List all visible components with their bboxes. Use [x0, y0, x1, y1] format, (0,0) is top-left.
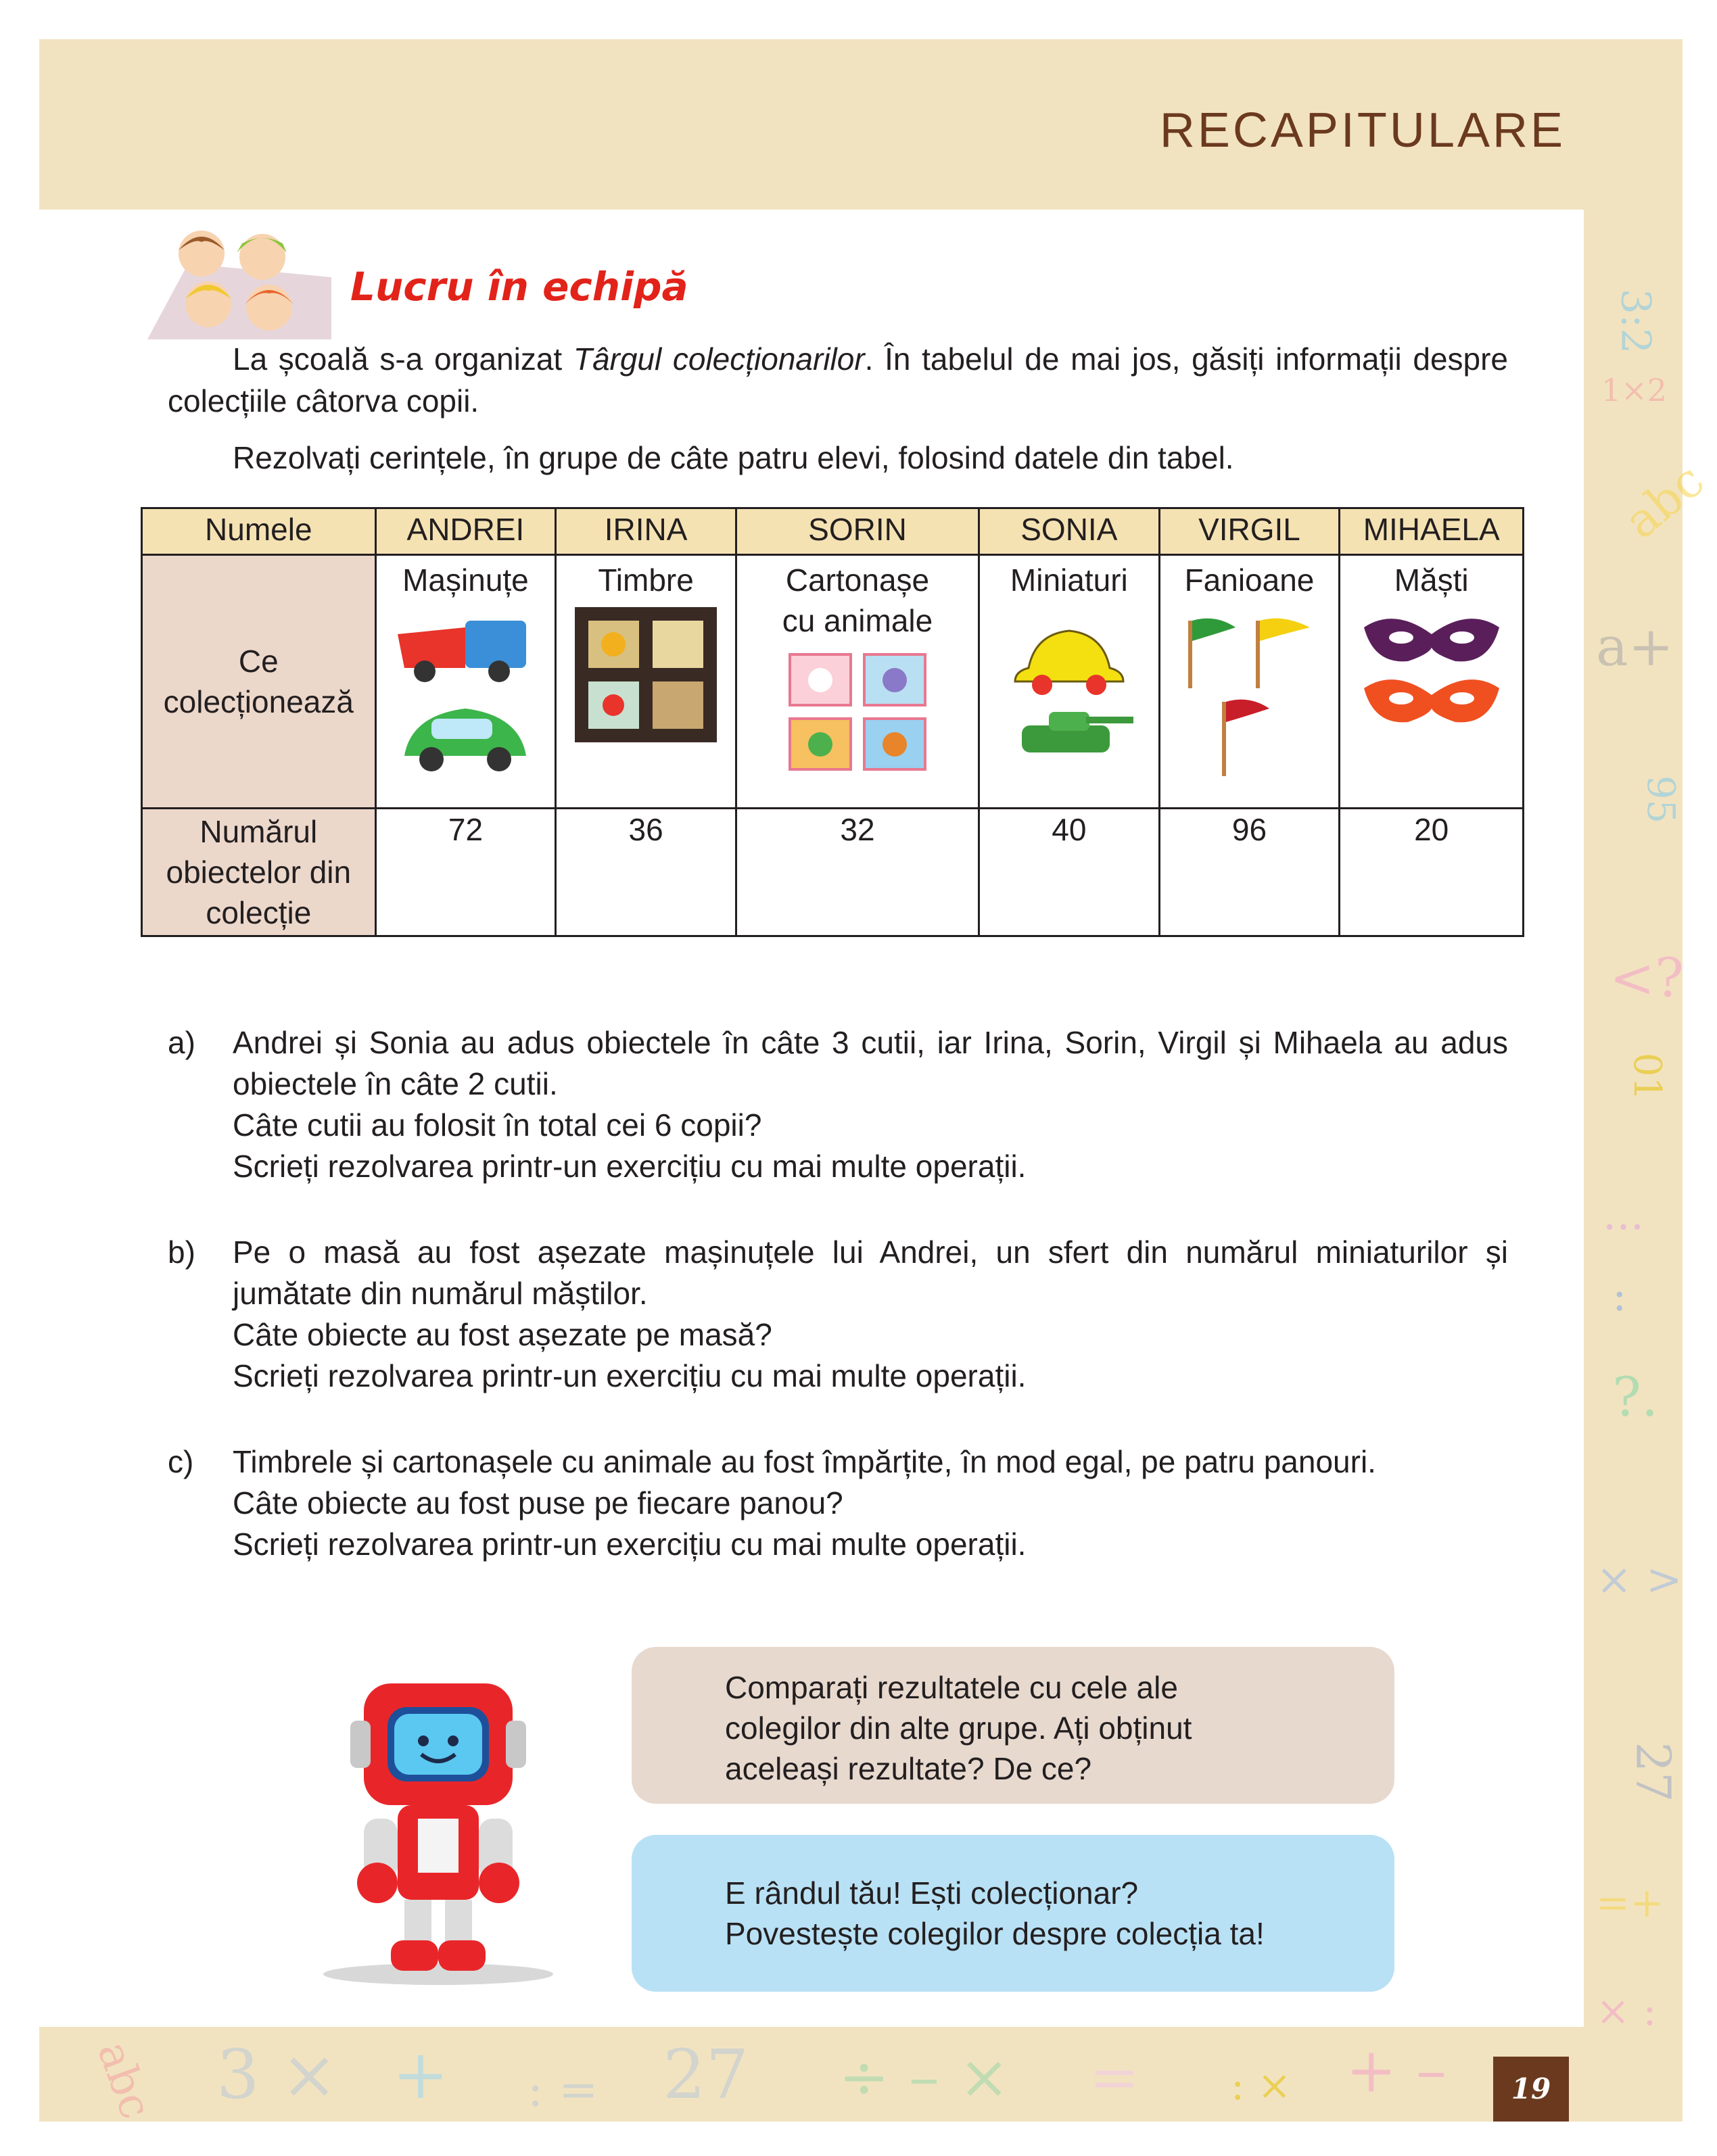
items-label-cell: [142, 555, 376, 809]
item-label: Miniaturi: [1010, 562, 1128, 598]
name-cell: IRINA: [556, 508, 736, 555]
table-items-row: [142, 555, 1524, 809]
count-cell: 72: [375, 809, 556, 936]
name-cell: VIRGIL: [1159, 508, 1340, 555]
exercise-line: Câte obiecte au fost puse pe fiecare panou?: [233, 1485, 843, 1520]
exercise-line: Timbrele și cartonașele cu animale au fost împărțite, în mod egal, pe patru panouri.: [233, 1444, 1376, 1479]
compare-results-box: [632, 1647, 1394, 1804]
toy-cars-icon: [391, 607, 540, 783]
robot-mascot-illustration: [323, 1683, 567, 1988]
exercise-mark: a): [168, 1025, 195, 1060]
count-cell: 96: [1159, 809, 1340, 936]
section-title: RECAPITULARE: [1159, 103, 1566, 158]
exercise-line: Câte cutii au folosit în total cei 6 copii?: [233, 1107, 762, 1143]
count-cell: 32: [736, 809, 979, 936]
instructions-text: Rezolvați cerințele, în grupe de câte patru elevi, folosind datele din tabel.: [233, 440, 1234, 475]
label-line: Numărul: [199, 814, 318, 849]
item-cell: [736, 555, 979, 809]
fair-name: Târgul colecționarilor: [573, 341, 865, 377]
compare-line: aceleași rezultate? De ce?: [725, 1751, 1092, 1786]
exercise-mark: c): [168, 1444, 194, 1479]
pennants-icon: [1175, 607, 1323, 783]
name-cell: SONIA: [979, 508, 1160, 555]
name-cell: SORIN: [736, 508, 979, 555]
masks-icon: [1361, 607, 1503, 729]
collections-table: [141, 507, 1524, 937]
item-label: Cartonașe: [785, 562, 930, 598]
item-cell: [556, 555, 736, 809]
page-number: 19: [1493, 2057, 1569, 2122]
exercise-c: [168, 1441, 1508, 1565]
exercise-b: [168, 1232, 1508, 1397]
count-cell: 40: [979, 809, 1160, 936]
header-label-cell: Numele: [142, 508, 376, 555]
exercise-line: Scrieți rezolvarea printr-un exercițiu cu mai multe operații.: [233, 1527, 1027, 1562]
compare-line: Comparați rezultatele cu cele ale: [725, 1670, 1178, 1705]
exercise-line: Scrieți rezolvarea printr-un exercițiu cu mai multe operații.: [233, 1358, 1027, 1393]
exercise-mark: b): [168, 1235, 195, 1270]
your-turn-line: Povestește colegilor despre colecția ta!: [725, 1916, 1265, 1951]
exercise-line: Andrei și Sonia au adus obiectele în câte 3 cutii, iar Irina, Sorin, Virgil și Mihaela au adus obiectele în câte 2 cutii.: [233, 1025, 1508, 1101]
table-count-row: [142, 809, 1524, 936]
intro-paragraph-2: [168, 437, 1508, 479]
label-line: colecție: [206, 895, 312, 930]
item-cell: [1340, 555, 1524, 809]
count-cell: 20: [1340, 809, 1524, 936]
exercise-a: [168, 1022, 1508, 1187]
item-cell: [979, 555, 1160, 809]
intro-paragraph-1: [168, 338, 1508, 422]
item-cell: [1159, 555, 1340, 809]
count-label-cell: [142, 809, 376, 936]
name-cell: ANDREI: [375, 508, 556, 555]
miniatures-icon: [1002, 607, 1137, 769]
item-label-2: cu animale: [782, 603, 933, 638]
intro-text-end: . În tabelul de mai jos, găsiți informații despre colecțiile câtorva copii.: [168, 341, 1509, 418]
label-line: obiectelor din: [166, 855, 352, 890]
count-cell: 36: [556, 809, 736, 936]
exercise-line: Câte obiecte au fost așezate pe masă?: [233, 1317, 772, 1352]
your-turn-line: E rândul tău! Ești colecționar?: [725, 1875, 1139, 1911]
intro-text: La școală s-a organizat: [233, 341, 573, 377]
item-label: Mașinuțe: [402, 562, 529, 598]
children-group-illustration: [147, 223, 331, 339]
animal-cards-icon: [783, 648, 932, 776]
item-cell: [375, 555, 556, 809]
your-turn-box: [632, 1835, 1394, 1992]
item-label: Timbre: [598, 562, 694, 598]
exercise-line: Scrieți rezolvarea printr-un exercițiu cu mai multe operații.: [233, 1149, 1027, 1184]
stamps-icon: [575, 607, 717, 742]
table-header-row: [142, 508, 1524, 555]
exercise-line: Pe o masă au fost așezate mașinuțele lui Andrei, un sfert din numărul miniaturilor și jumătate din numărul măștilor.: [233, 1235, 1508, 1311]
item-label: Fanioane: [1184, 562, 1315, 598]
team-work-heading: Lucru în echipă: [350, 264, 688, 310]
label-line: Ce: [238, 644, 279, 679]
item-label: Măști: [1394, 562, 1469, 598]
label-line: colecționează: [163, 684, 354, 719]
name-cell: MIHAELA: [1340, 508, 1524, 555]
compare-line: colegilor din alte grupe. Ați obținut: [725, 1710, 1192, 1746]
